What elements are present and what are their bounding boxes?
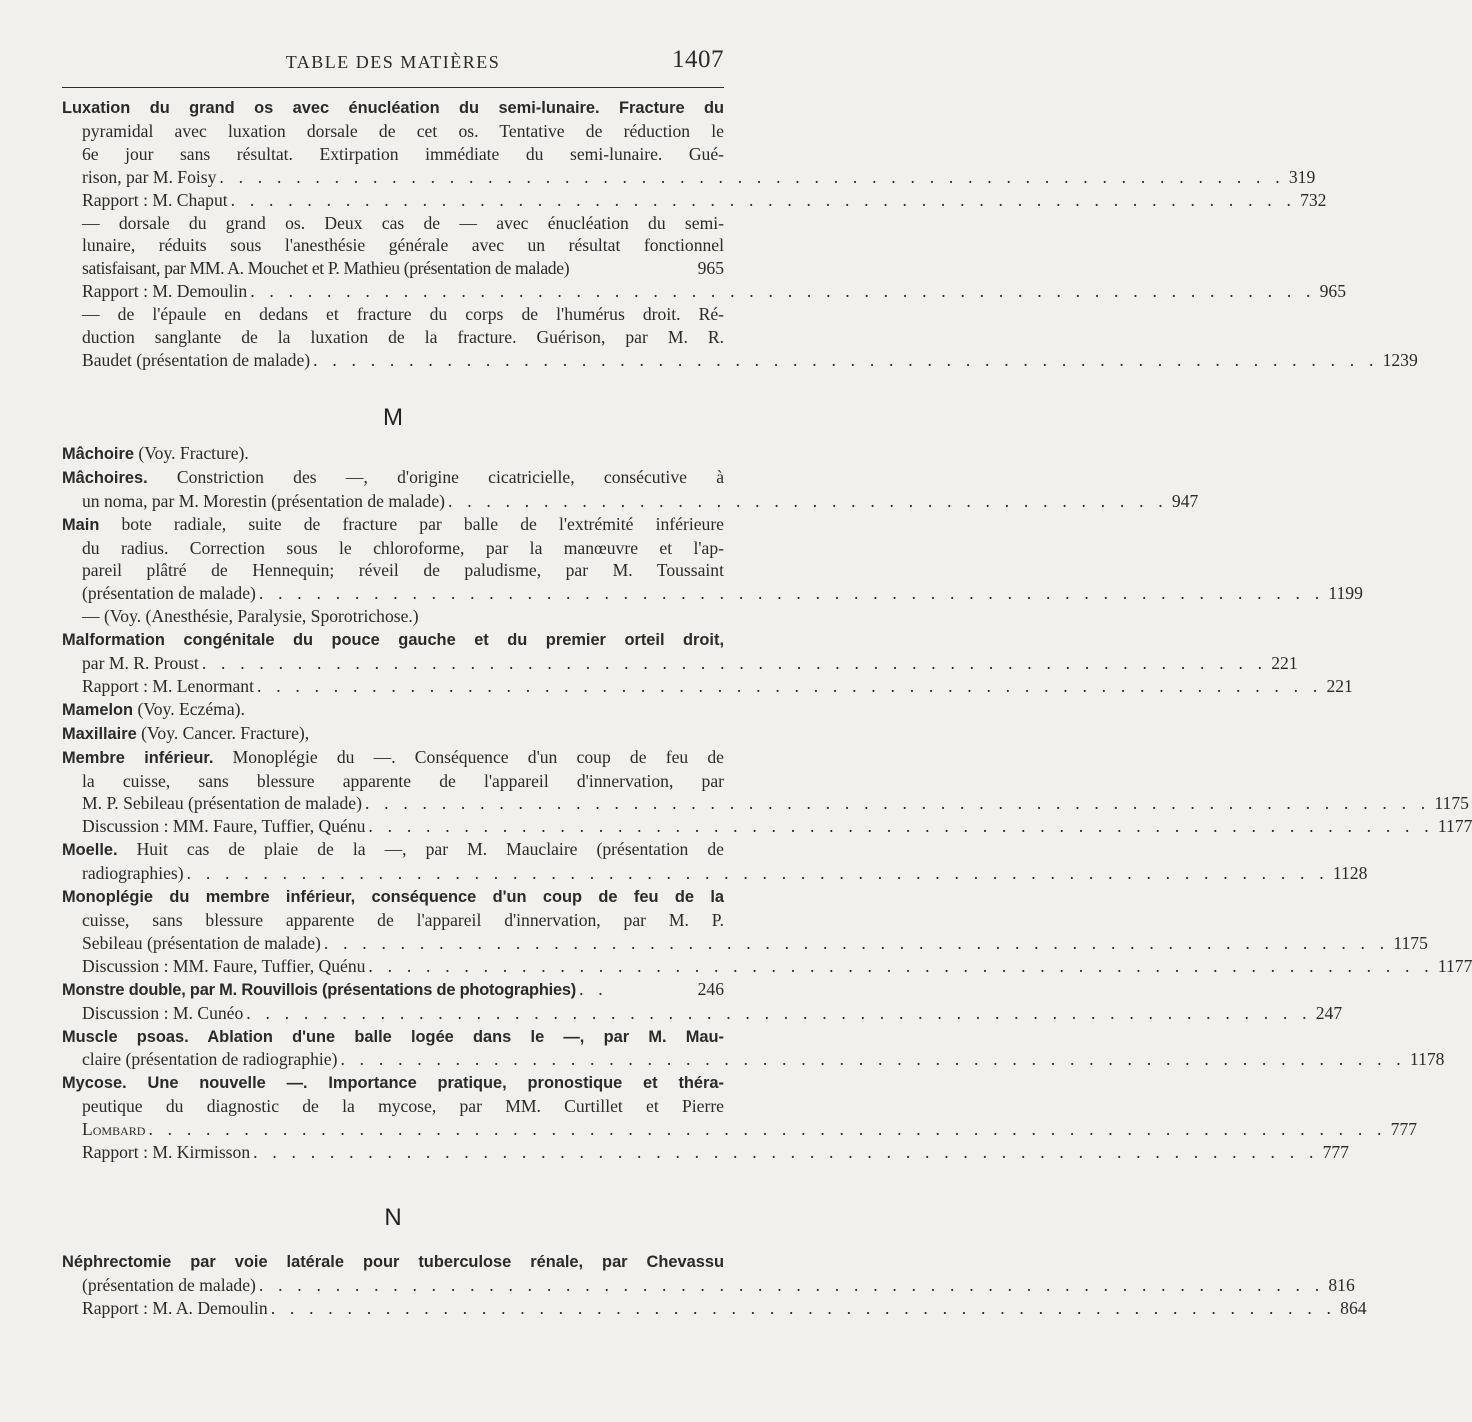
entry-text: Monstre double, par M. Rouvillois (présentations de photographies) bbox=[62, 980, 577, 999]
page-ref: 1177 bbox=[1437, 816, 1472, 837]
entry-text: Discussion : MM. Faure, Tuffier, Quénu bbox=[82, 955, 366, 976]
entry-head: Mamelon bbox=[62, 700, 134, 719]
leader-dots: . . . . . . . . . . . . . . . . . . . . . . . . . . . . . . . . . . . . . . . . . . . . . . . . . . . . . . . . bbox=[219, 166, 1285, 187]
entry-line bbox=[62, 1048, 1445, 1071]
entry-line: — de l'épaule en dedans et fracture du corps de l'humérus droit. Ré- bbox=[82, 304, 724, 325]
entry-line bbox=[62, 349, 1418, 372]
entry-text: Rapport : M. Chaput bbox=[82, 189, 228, 210]
entry-luxation bbox=[62, 96, 1418, 372]
entry-line bbox=[62, 466, 724, 490]
entry-line: la cuisse, sans blessure apparente de l'appareil d'innervation, par bbox=[82, 770, 724, 791]
running-title: TABLE DES MATIÈRES bbox=[285, 52, 501, 72]
entry-line: — dorsale du grand os. Deux cas de — avec énucléation du semi- bbox=[82, 212, 724, 233]
entry-text: bote radiale, suite de fracture par balle de l'extrémité inférieure bbox=[121, 513, 724, 534]
page-ref: 319 bbox=[1288, 166, 1316, 187]
entry-line bbox=[62, 815, 1472, 838]
entry-line: lunaire, réduits sous l'anesthésie générale avec un résultat fonctionnel bbox=[82, 235, 724, 256]
page-ref: 777 bbox=[1322, 1142, 1349, 1163]
entry-line bbox=[62, 838, 724, 862]
entry-line bbox=[62, 792, 1469, 815]
page-ref: 1175 bbox=[1434, 793, 1469, 814]
entry-text: (présentation de malade) bbox=[82, 583, 256, 604]
page-ref: 1175 bbox=[1393, 932, 1428, 953]
entry-line bbox=[62, 257, 724, 280]
page-ref: 777 bbox=[1390, 1119, 1418, 1140]
entry-line: 6e jour sans résultat. Extirpation immédiate du semi-lunaire. Gué- bbox=[82, 143, 724, 164]
leader-dots: . . . . . . . . . . . . . . . . . . . . . . . . . . . . . . . . . . . . . . . . . . . . . . . . . . . . . . . . bbox=[258, 1274, 1325, 1295]
entry-line bbox=[62, 1274, 1355, 1297]
leader-dots: . . . . . . . . . . . . . . . . . . . . . . . . . . . . . . . . . . . . . . . . . . . . . . . . . . . . . . . . bbox=[368, 955, 1434, 976]
entry-text: (Voy. Fracture). bbox=[138, 442, 249, 463]
entry-head: Moelle. bbox=[62, 841, 118, 860]
entry-text: Discussion : MM. Faure, Tuffier, Quénu bbox=[82, 816, 366, 837]
leader-dots: . . . . . . . . . . . . . . . . . . . . . . . . . . . . . . . . . . . . . . . . . . . . . . . . . . . . . . . . bbox=[313, 349, 1379, 370]
entry-text: Luxation du grand os avec énucléation du semi-lunaire. Fracture du bbox=[62, 99, 724, 117]
entry-text: (présentation de malade) bbox=[82, 1274, 256, 1295]
entry-text: M. P. Sebileau (présentation de malade) bbox=[82, 793, 362, 814]
leader-dots: . . bbox=[579, 978, 608, 999]
entry-text: un noma, par M. Morestin (présentation de malade) bbox=[82, 490, 446, 511]
entry-text: radiographies) bbox=[82, 863, 184, 884]
page-ref: 732 bbox=[1300, 189, 1327, 210]
entry-head: Mâchoires. bbox=[62, 468, 148, 487]
entry-text: Mycose. Une nouvelle —. Importance pratique, pronostique et théra- bbox=[62, 1074, 724, 1093]
leader-dots: . . . . . . . . . . . . . . . . . . . . . . . . . . . . . . . . . . . . . . . . . . . . . . . . . . . . . . . . bbox=[246, 1002, 1312, 1023]
entry-line bbox=[62, 652, 1298, 675]
entry-text: Rapport : M. Lenormant bbox=[82, 675, 254, 696]
entry-text: Discussion : M. Cunéo bbox=[82, 1002, 244, 1023]
entry-line: duction sanglante de la luxation de la fracture. Guérison, par M. R. bbox=[82, 327, 724, 348]
entry-line bbox=[62, 1025, 724, 1049]
page-ref: 1178 bbox=[1409, 1049, 1445, 1070]
entry-text: claire (présentation de radiographie) bbox=[82, 1049, 338, 1070]
entry-text: satisfaisant, par MM. A. Mouchet et P. Mathieu (présentation de malade) bbox=[82, 258, 570, 279]
entry-line bbox=[62, 1002, 1343, 1025]
entry-text: Huit cas de plaie de la —, par M. Mauclaire (présentation de bbox=[136, 839, 724, 860]
entry-text: (Voy. Eczéma). bbox=[137, 698, 245, 719]
entry-line bbox=[62, 513, 724, 537]
page-ref: 864 bbox=[1340, 1297, 1367, 1318]
entry-text: Néphrectomie par voie latérale pour tuberculose rénale, par Chevassu bbox=[62, 1252, 724, 1271]
leader-dots: . . . . . . . . . . . . . . . . . . . . . . . . . . . . . . . . . . . . . . . . . . . . . . . . . . . . . . . . bbox=[258, 583, 1325, 604]
page-ref: 1199 bbox=[1328, 583, 1363, 604]
entry-text: Baudet (présentation de malade) bbox=[82, 349, 311, 370]
entry-line: cuisse, sans blessure apparente de l'appareil d'innervation, par M. P. bbox=[82, 910, 724, 930]
section-m-entries bbox=[62, 442, 1472, 1164]
entry-line bbox=[62, 1071, 724, 1095]
entry-head: Membre inférieur. bbox=[62, 748, 214, 767]
entry-line bbox=[62, 1297, 1367, 1320]
leader-dots: . . . . . . . . . . . . . . . . . . . . . . . . . . . . . . . . . . . . . . . . . . . . . . . . . . . . . . . . bbox=[340, 1049, 1406, 1070]
leader-dots: . . . . . . . . . . . . . . . . . . . . . . . . . . . . . . . . . . . . . . bbox=[448, 490, 1168, 511]
entry-line bbox=[62, 862, 1368, 885]
leader-dots: . . . . . . . . . . . . . . . . . . . . . . . . . . . . . . . . . . . . . . . . . . . . . . . . . . . . . . . . bbox=[368, 816, 1434, 837]
entry-line: pareil plâtré de Hennequin; réveil de paludisme, par M. Toussaint bbox=[82, 560, 724, 581]
entry-head: Malformation congénitale du pouce gauche et du premier orteil droit, bbox=[62, 631, 724, 650]
entry-text: Monoplégie du —. Conséquence d'un coup de feu de bbox=[232, 746, 724, 767]
page-number: 1407 bbox=[672, 46, 724, 73]
section-letter-n: N bbox=[384, 1203, 402, 1231]
section-letter-m: M bbox=[383, 403, 403, 431]
leader-dots: . . . . . . . . . . . . . . . . . . . . . . . . . . . . . . . . . . . . . . . . . . . . . . . . . . . . . . . . bbox=[257, 675, 1323, 696]
entry-line bbox=[62, 955, 1472, 978]
entry-text: Muscle psoas. Ablation d'une balle logée dans le —, par M. Mau- bbox=[62, 1027, 724, 1046]
leader-dots: . . . . . . . . . . . . . . . . . . . . . . . . . . . . . . . . . . . . . . . . . . . . . . . . . . . . . . . . bbox=[230, 189, 1297, 210]
entry-text: Rapport : M. Kirmisson bbox=[82, 1142, 251, 1163]
section-n-entries bbox=[62, 1250, 1367, 1320]
entry-line bbox=[62, 722, 724, 746]
entry-text: Constriction des —, d'origine cicatricielle, consécutive à bbox=[176, 466, 724, 487]
entry-head: Maxillaire bbox=[62, 724, 137, 743]
entry-line bbox=[62, 582, 1363, 605]
page-ref: 947 bbox=[1171, 490, 1199, 511]
index-page bbox=[62, 46, 1472, 1320]
entry-line bbox=[62, 1118, 1418, 1141]
entry-text: Lombard bbox=[82, 1119, 146, 1140]
leader-dots: . . . . . . . . . . . . . . . . . . . . . . . . . . . . . . . . . . . . . . . . . . . . . . . . . . . . . . . . bbox=[323, 932, 1390, 953]
page-ref: 247 bbox=[1315, 1002, 1343, 1023]
page-ref: 246 bbox=[697, 978, 724, 999]
entry-line bbox=[62, 96, 724, 120]
entry-line bbox=[62, 978, 724, 1002]
page-ref: 965 bbox=[1319, 281, 1347, 302]
entry-head: Main bbox=[62, 515, 100, 534]
leader-dots: . . . . . . . . . . . . . . . . . . . . . . . . . . . . . . . . . . . . . . . . . . . . . . . . . . . . . . . . bbox=[270, 1297, 1337, 1318]
entry-head: Mâchoire bbox=[62, 444, 134, 463]
entry-line bbox=[62, 166, 1316, 189]
entry-text: Rapport : M. A. Demoulin bbox=[82, 1297, 268, 1318]
entry-line bbox=[62, 932, 1428, 955]
leader-dots: . . . . . . . . . . . . . . . . . . . . . . . . . . . . . . . . . . . . . . . . . . . . . . . . . . . . . . . . . . . . bbox=[186, 863, 1329, 884]
entry-line bbox=[62, 628, 724, 652]
entry-line bbox=[62, 885, 724, 909]
entry-line bbox=[62, 746, 724, 770]
entry-line: pyramidal avec luxation dorsale de cet os. Tentative de réduction le bbox=[82, 120, 724, 141]
page-ref: 816 bbox=[1328, 1274, 1355, 1295]
entry-line bbox=[62, 698, 724, 722]
entry-line bbox=[62, 1141, 1349, 1164]
leader-dots: . . . . . . . . . . . . . . . . . . . . . . . . . . . . . . . . . . . . . . . . . . . . . . . . . . . . . . . . bbox=[201, 653, 1268, 674]
entry-line bbox=[62, 490, 1199, 513]
entry-line bbox=[62, 442, 724, 466]
entry-text: rison, par M. Foisy bbox=[82, 166, 217, 187]
entry-text: par M. R. Proust bbox=[82, 653, 199, 674]
page-ref: 221 bbox=[1326, 675, 1353, 696]
page-ref: 965 bbox=[697, 258, 724, 279]
entry-line bbox=[62, 675, 1353, 698]
page-ref: 1128 bbox=[1332, 863, 1368, 884]
entry-line: du radius. Correction sous le chloroforme, par la manœuvre et l'ap- bbox=[82, 537, 724, 558]
entry-text: (Voy. Cancer. Fracture), bbox=[141, 722, 310, 743]
entry-text: Rapport : M. Demoulin bbox=[82, 281, 248, 302]
entry-text: Sebileau (présentation de malade) bbox=[82, 932, 321, 953]
leader-dots: . . . . . . . . . . . . . . . . . . . . . . . . . . . . . . . . . . . . . . . . . . . . . . . . . . . . . . . . bbox=[250, 281, 1316, 302]
page-ref: 221 bbox=[1271, 653, 1298, 674]
entry-line bbox=[62, 189, 1327, 212]
entry-line bbox=[62, 280, 1347, 303]
header-rule bbox=[62, 87, 724, 88]
leader-dots: . . . . . . . . . . . . . . . . . . . . . . . . . . . . . . . . . . . . . . . . . . . . . . . . . . . . . . . . . . . . . . . . . bbox=[148, 1119, 1387, 1140]
page-header bbox=[62, 46, 724, 76]
entry-text: Monoplégie du membre inférieur, conséquence d'un coup de feu de la bbox=[62, 888, 724, 907]
entry-line: — (Voy. (Anesthésie, Paralysie, Sporotrichose.) bbox=[82, 606, 419, 627]
page-ref: 1177 bbox=[1437, 955, 1472, 976]
leader-dots: . . . . . . . . . . . . . . . . . . . . . . . . . . . . . . . . . . . . . . . . . . . . . . . . . . . . . . . . bbox=[364, 793, 1431, 814]
page-ref: 1239 bbox=[1382, 349, 1418, 370]
entry-line: peutique du diagnostic de la mycose, par MM. Curtillet et Pierre bbox=[82, 1096, 724, 1117]
leader-dots: . . . . . . . . . . . . . . . . . . . . . . . . . . . . . . . . . . . . . . . . . . . . . . . . . . . . . . . . bbox=[253, 1142, 1319, 1163]
entry-line bbox=[62, 1250, 724, 1274]
